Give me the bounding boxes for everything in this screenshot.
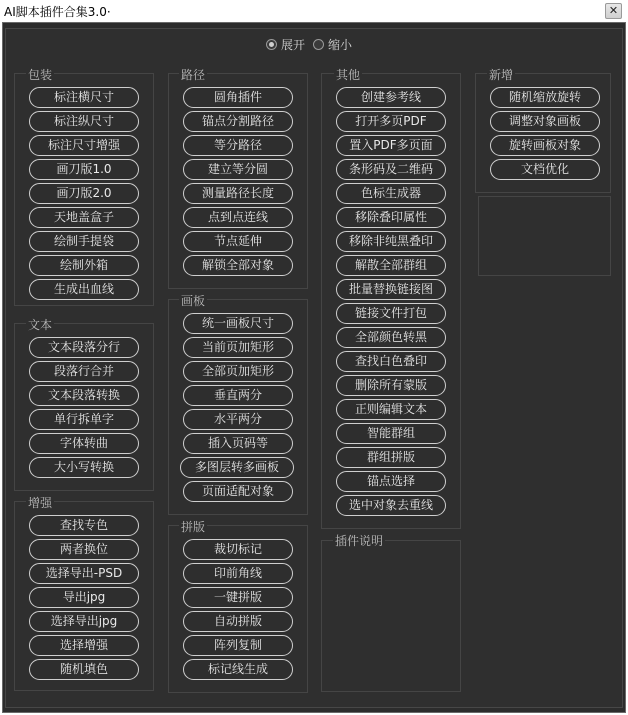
button-artboard-3[interactable]: 全部页加矩形 <box>183 361 293 382</box>
button-other-18[interactable]: 选中对象去重线 <box>336 495 446 516</box>
button-artboard-4[interactable]: 垂直两分 <box>183 385 293 406</box>
button-artboard-2[interactable]: 当前页加矩形 <box>183 337 293 358</box>
button-path-6[interactable]: 点到点连线 <box>183 207 293 228</box>
button-text-5[interactable]: 字体转曲 <box>29 433 139 454</box>
button-path-2[interactable]: 锚点分割路径 <box>183 111 293 132</box>
button-artboard-1[interactable]: 统一画板尺寸 <box>183 313 293 334</box>
button-other-15[interactable]: 智能群组 <box>336 423 446 444</box>
window-title: AI脚本插件合集3.0· <box>4 5 111 19</box>
button-packaging-1[interactable]: 标注横尺寸 <box>29 87 139 108</box>
group-artboard-title: 画板 <box>181 294 206 308</box>
button-enhance-2[interactable]: 两者换位 <box>29 539 139 560</box>
title-bar <box>0 0 628 22</box>
button-other-5[interactable]: 色标生成器 <box>336 183 446 204</box>
button-other-12[interactable]: 查找白色叠印 <box>336 351 446 372</box>
group-new-extra <box>478 196 611 276</box>
button-other-4[interactable]: 条形码及二维码 <box>336 159 446 180</box>
radio-expand-indicator <box>266 39 277 50</box>
button-path-5[interactable]: 测量路径长度 <box>183 183 293 204</box>
button-text-6[interactable]: 大小写转换 <box>29 457 139 478</box>
button-packaging-2[interactable]: 标注纵尺寸 <box>29 111 139 132</box>
group-new-title: 新增 <box>489 68 514 82</box>
button-imposition-6[interactable]: 标记线生成 <box>183 659 293 680</box>
radio-expand[interactable] <box>266 36 305 53</box>
button-path-4[interactable]: 建立等分圆 <box>183 159 293 180</box>
button-other-3[interactable]: 置入PDF多页面 <box>336 135 446 156</box>
button-enhance-4[interactable]: 导出jpg <box>29 587 139 608</box>
button-imposition-4[interactable]: 自动拼版 <box>183 611 293 632</box>
button-enhance-5[interactable]: 选择导出jpg <box>29 611 139 632</box>
radio-expand-label: 展开 <box>281 37 306 52</box>
button-enhance-1[interactable]: 查找专色 <box>29 515 139 536</box>
group-enhance-title: 增强 <box>28 496 53 510</box>
button-new-2[interactable]: 调整对象画板 <box>490 111 600 132</box>
button-path-8[interactable]: 解锁全部对象 <box>183 255 293 276</box>
group-imposition-title: 拼版 <box>181 520 206 534</box>
button-text-4[interactable]: 单行拆单字 <box>29 409 139 430</box>
radio-shrink[interactable] <box>313 36 352 53</box>
button-other-10[interactable]: 链接文件打包 <box>336 303 446 324</box>
button-other-2[interactable]: 打开多页PDF <box>336 111 446 132</box>
mode-radio-group <box>266 36 360 52</box>
button-text-2[interactable]: 段落行合并 <box>29 361 139 382</box>
button-other-9[interactable]: 批量替换链接图 <box>336 279 446 300</box>
button-path-1[interactable]: 圆角插件 <box>183 87 293 108</box>
button-new-3[interactable]: 旋转画板对象 <box>490 135 600 156</box>
button-artboard-6[interactable]: 插入页码等 <box>183 433 293 454</box>
button-imposition-3[interactable]: 一键拼版 <box>183 587 293 608</box>
group-text-title: 文本 <box>28 318 53 332</box>
button-other-11[interactable]: 全部颜色转黑 <box>336 327 446 348</box>
button-other-1[interactable]: 创建参考线 <box>336 87 446 108</box>
close-button[interactable]: ✕ <box>605 3 622 19</box>
button-other-7[interactable]: 移除非纯黑叠印 <box>336 231 446 252</box>
button-other-6[interactable]: 移除叠印属性 <box>336 207 446 228</box>
radio-shrink-indicator <box>313 39 324 50</box>
button-new-1[interactable]: 随机缩放旋转 <box>490 87 600 108</box>
group-path-title: 路径 <box>181 68 206 82</box>
button-enhance-3[interactable]: 选择导出-PSD <box>29 563 139 584</box>
group-plugin-notes <box>321 540 461 692</box>
button-artboard-8[interactable]: 页面适配对象 <box>183 481 293 502</box>
button-enhance-6[interactable]: 选择增强 <box>29 635 139 656</box>
button-packaging-7[interactable]: 绘制手提袋 <box>29 231 139 252</box>
button-packaging-9[interactable]: 生成出血线 <box>29 279 139 300</box>
button-imposition-2[interactable]: 印前角线 <box>183 563 293 584</box>
button-new-4[interactable]: 文档优化 <box>490 159 600 180</box>
button-path-7[interactable]: 节点延伸 <box>183 231 293 252</box>
button-other-13[interactable]: 删除所有蒙版 <box>336 375 446 396</box>
button-other-16[interactable]: 群组拼版 <box>336 447 446 468</box>
group-other-title: 其他 <box>336 68 361 82</box>
button-packaging-3[interactable]: 标注尺寸增强 <box>29 135 139 156</box>
button-other-14[interactable]: 正则编辑文本 <box>336 399 446 420</box>
button-path-3[interactable]: 等分路径 <box>183 135 293 156</box>
button-packaging-8[interactable]: 绘制外箱 <box>29 255 139 276</box>
button-text-1[interactable]: 文本段落分行 <box>29 337 139 358</box>
button-packaging-4[interactable]: 画刀版1.0 <box>29 159 139 180</box>
radio-shrink-label: 缩小 <box>328 37 353 52</box>
button-artboard-5[interactable]: 水平两分 <box>183 409 293 430</box>
button-artboard-7[interactable]: 多图层转多画板 <box>180 457 294 478</box>
button-packaging-5[interactable]: 画刀版2.0 <box>29 183 139 204</box>
button-imposition-1[interactable]: 裁切标记 <box>183 539 293 560</box>
button-text-3[interactable]: 文本段落转换 <box>29 385 139 406</box>
button-enhance-7[interactable]: 随机填色 <box>29 659 139 680</box>
group-packaging-title: 包装 <box>28 68 53 82</box>
button-other-17[interactable]: 锚点选择 <box>336 471 446 492</box>
group-plugin-notes-title: 插件说明 <box>335 534 384 548</box>
button-packaging-6[interactable]: 天地盖盒子 <box>29 207 139 228</box>
button-other-8[interactable]: 解散全部群组 <box>336 255 446 276</box>
button-imposition-5[interactable]: 阵列复制 <box>183 635 293 656</box>
